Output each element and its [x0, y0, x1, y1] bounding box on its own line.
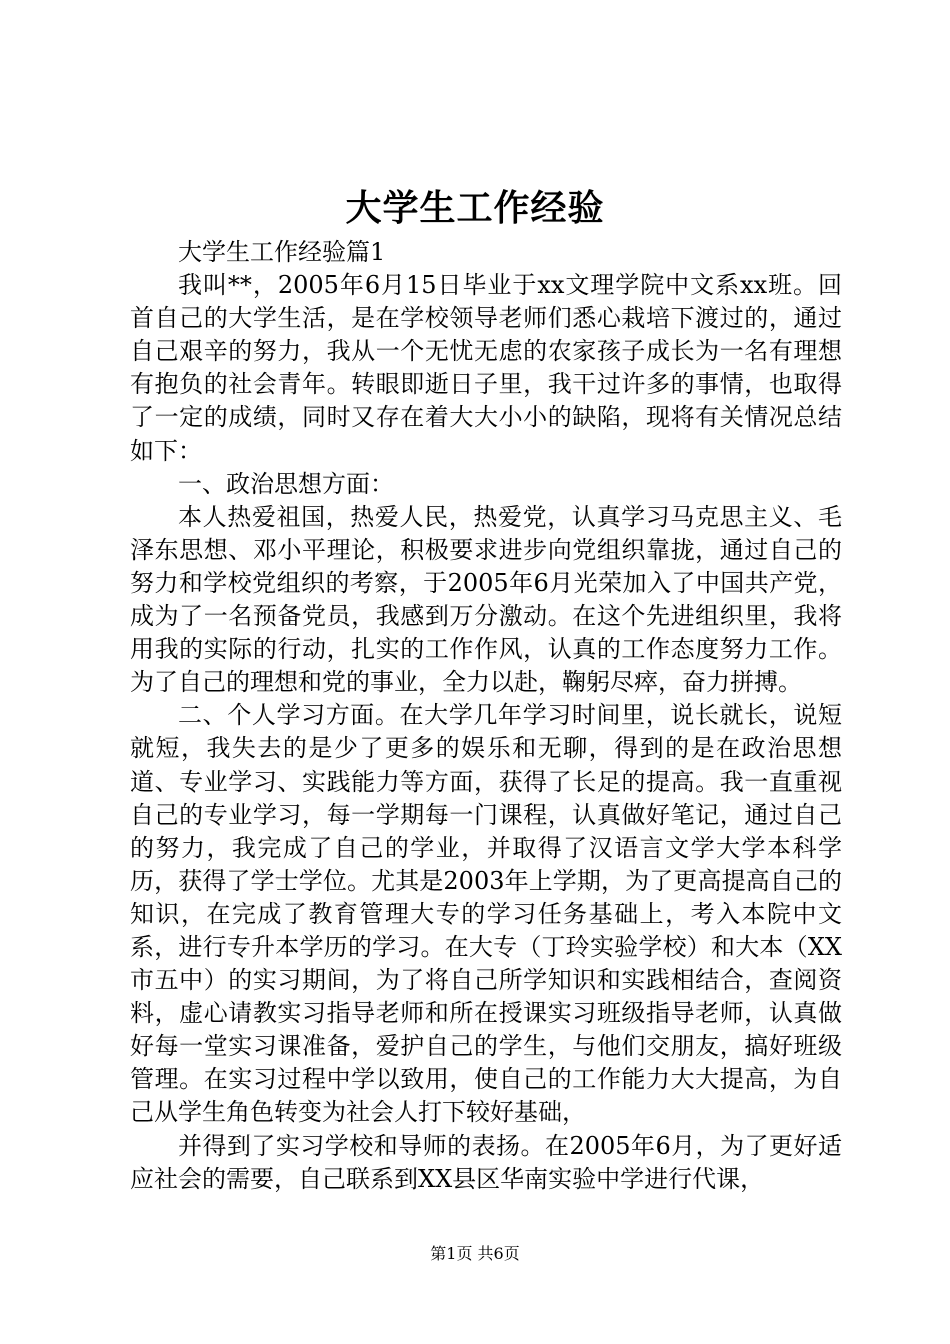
paragraph: 并得到了实习学校和导师的表扬。在2005年6月，为了更好适应社会的需要，自己联系到XX县区华南实验中学进行代课， [130, 1131, 842, 1193]
section-heading: 一、政治思想方面： [178, 469, 394, 498]
page-number-footer: 第1页 共6页 [430, 1244, 520, 1263]
paragraph: 本人热爱祖国，热爱人民，热爱党，认真学习马克思主义、毛泽东思想、邓小平理论，积极要求进步向党组织靠拢，通过自己的努力和学校党组织的考察，于2005年6月光荣加入了中国共产党，成为了一名预备党员，我感到万分激动。在这个先进组织里，我将用我的实际的行动，扎实的工作作风，认真的工作态度努力工作。为了自己的理想和党的事业，全力以赴，鞠躬尽瘁，奋力拼搏。 [130, 502, 842, 697]
document-body [130, 236, 842, 1196]
paragraph: 我叫**，2005年6月15日毕业于xx文理学院中文系xx班。回首自己的大学生活，是在学校领导老师们悉心栽培下渡过的，通过自己艰辛的努力，我从一个无忧无虑的农家孩子成长为一名有理想有抱负的社会青年。转眼即逝日子里，我干过许多的事情，也取得了一定的成绩，同时又存在着大大小小的缺陷，现将有关情况总结如下： [130, 271, 842, 465]
document-title: 大学生工作经验 [345, 187, 605, 229]
section-heading: 大学生工作经验篇1 [178, 238, 386, 266]
paragraph: 二、个人学习方面。在大学几年学习时间里，说长就长，说短就短，我失去的是少了更多的娱乐和无聊，得到的是在政治思想道、专业学习、实践能力等方面，获得了长足的提高。我一直重视自己的专业学习，每一学期每一门课程，认真做好笔记，通过自己的努力，我完成了自己的学业，并取得了汉语言文学大学本科学历，获得了学士学位。尤其是2003年上学期，为了更高提高自己的知识，在完成了教育管理大专的学习任务基础上，考入本院中文系，进行专升本学历的学习。在大专（丁玲实验学校）和大本（XX市五中）的实习期间，为了将自己所学知识和实践相结合，查阅资料，虚心请教实习指导老师和所在授课实习班级指导老师，认真做好每一堂实习课准备，爱护自己的学生，与他们交朋友，搞好班级管理。在实习过程中学以致用，使自己的工作能力大大提高，为自己从学生角色转变为社会人打下较好基础， [130, 701, 842, 1127]
